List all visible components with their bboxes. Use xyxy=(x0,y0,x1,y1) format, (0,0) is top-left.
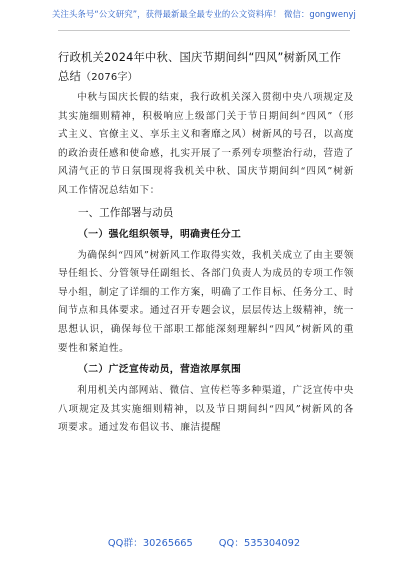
subsection-heading-1: （一）强化组织领导，明确责任分工 xyxy=(78,228,242,240)
title-line1: 行政机关2024年中秋、国庆节期间纠“四风”树新风工作 xyxy=(58,51,342,64)
document-page xyxy=(58,48,354,438)
header-banner xyxy=(0,0,408,28)
qq-contact-link[interactable]: QQ：535304092 xyxy=(218,538,301,549)
header-divider xyxy=(58,30,350,31)
title-word-count: （2076字） xyxy=(81,72,138,83)
subsection-heading-2: （二）广泛宣传动员，营造浓厚氛围 xyxy=(78,364,242,376)
promo-text: 关注头条号“公文研究”，获得最新最全最专业的公文资料库！ 微信：gongwenyj xyxy=(52,9,356,19)
footer-contacts xyxy=(0,535,408,555)
section-heading-1: 一、工作部署与动员 xyxy=(78,206,174,219)
subsection-1-paragraph: 为确保纠“四风”树新风工作取得实效，我机关成立了由主要领导任组长、分管领导任副组长、各部门负责人为成员的专项工作领导小组，制定了详细的工作方案，明确了工作目标、任务分工、时间节点和具体要求。通过召开专题会议，层层传达上级精神，统一思想认识，确保每位干部职工都能深刻理解纠“四风”树新风的重要性和紧迫性。 xyxy=(58,249,354,354)
intro-paragraph: 中秋与国庆长假的结束，我行政机关深入贯彻中央八项规定及其实施细则精神，积极响应上级部门关于节日期间纠“四风”（形式主义、官僚主义、享乐主义和奢靡之风）树新风的号召，以高度的政治责任感和使命感，扎实开展了一系列专项整治行动，营造了风清气正的节日氛围现将我机关中秋、国庆节期间纠“四风”树新风工作情况总结如下： xyxy=(58,92,354,196)
title-line2: 总结 xyxy=(58,70,81,83)
subsection-2-paragraph: 利用机关内部网站、微信、宣传栏等多种渠道，广泛宣传中央八项规定及其实施细则精神，以及节日期间纠“四风”树新风的各项要求。通过发布倡议书、廉洁提醒 xyxy=(58,385,354,434)
document-title xyxy=(58,48,354,87)
qq-group-link[interactable]: QQ群：30265665 xyxy=(107,538,193,549)
